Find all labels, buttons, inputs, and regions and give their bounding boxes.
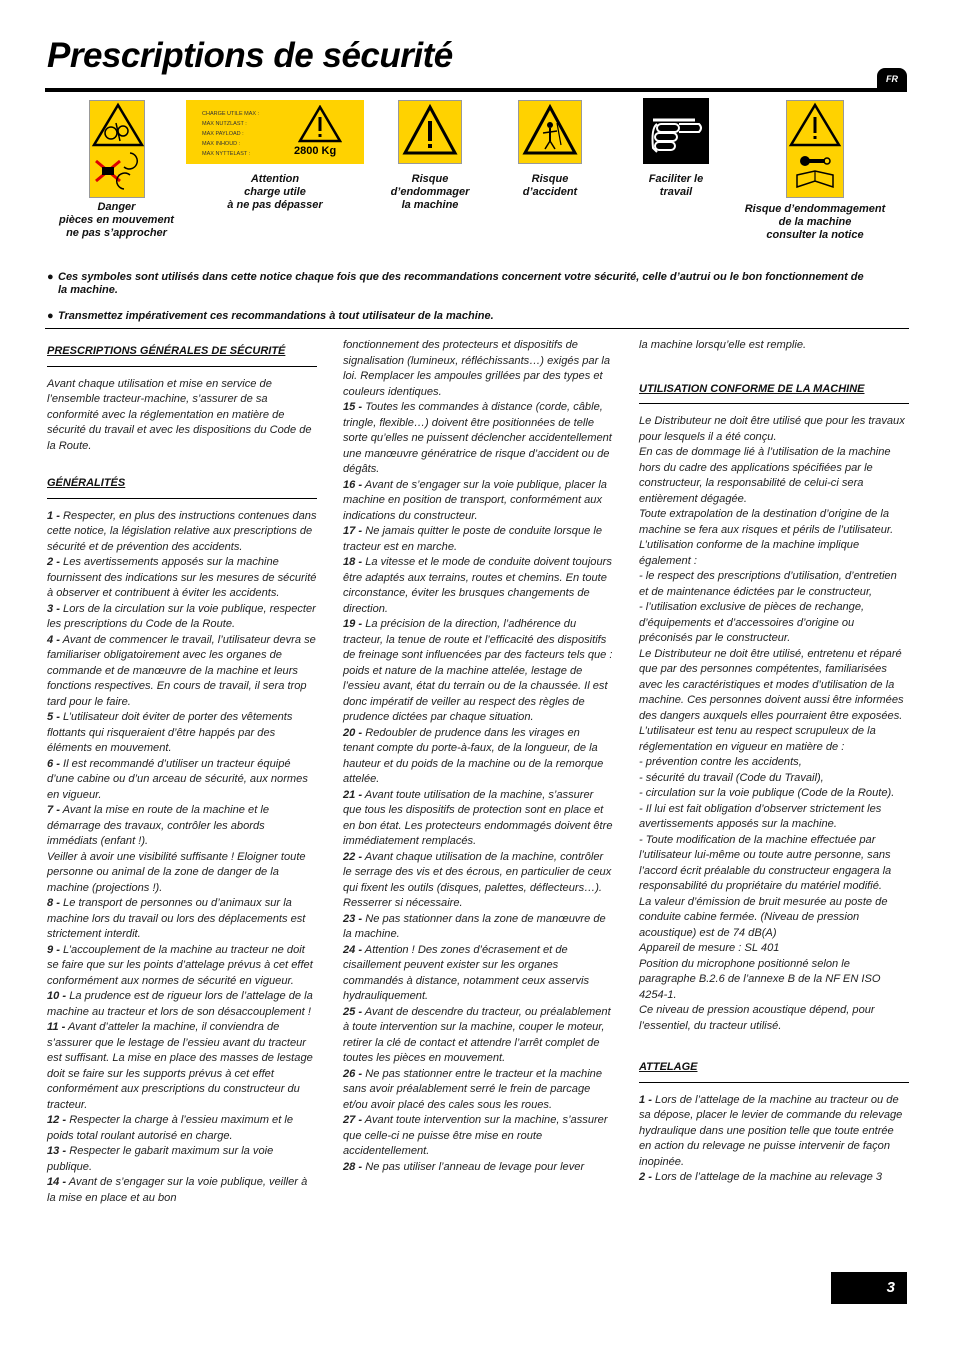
- list-item: [47, 1144, 317, 1175]
- label-line: MAX PAYLOAD :: [202, 131, 244, 137]
- heading-general-safety: PRESCRIPTIONS GÉNÉRALES DE SÉCURITÉ: [47, 344, 317, 367]
- list-item: [343, 726, 613, 788]
- item-text: Les avertissements apposés sur la machine fournissent des indications sur les mesures de sécurité à observer et contribuent à éviter les accidents.: [47, 556, 317, 599]
- column-1: [47, 338, 317, 1206]
- note-symbols: [47, 271, 867, 297]
- list-item: [343, 1113, 613, 1160]
- item-text: La vitesse et le mode de conduite doivent toujours être adaptés aux terrains, routes et chemins. En toute circonstance, éviter les brusques changements de direction.: [343, 556, 612, 615]
- item-text: Attention ! Des zones d’écrasement et de cisaillement peuvent exister sur les organes commandés à distance, notamment ceux asservis hydrauliquement.: [343, 943, 590, 1002]
- item-number: 28 -: [343, 1160, 363, 1173]
- item-number: 9 -: [47, 943, 60, 956]
- list-item: [343, 912, 613, 943]
- item-text: Lors de l’attelage de la machine au relevage 3: [651, 1171, 882, 1183]
- list-item: [47, 1020, 317, 1113]
- continued-paragraph: la machine lorsqu’elle est remplie.: [639, 339, 807, 351]
- section-rule: [45, 328, 909, 329]
- item-text: Avant de s’engager sur la voie publique, placer la machine en position de transport, conformément aux indications du constructeur.: [343, 478, 607, 522]
- item-number: 11 -: [47, 1021, 66, 1033]
- item-number: 15 -: [343, 401, 363, 413]
- item-number: 1 -: [639, 1093, 652, 1106]
- label-line: MAX NYTTELAST :: [202, 151, 251, 157]
- item-number: 24 -: [343, 943, 363, 956]
- item-list: [47, 509, 317, 1207]
- item-number: 13 -: [47, 1145, 67, 1157]
- page-title: Prescriptions de sécurité: [47, 36, 453, 75]
- accident-icon: [518, 100, 582, 164]
- list-item: [343, 555, 613, 617]
- list-item: [343, 788, 613, 850]
- item-text: Avant toute intervention sur la machine, s’assurer que celle-ci ne puisse être mise en route accidentellement.: [343, 1114, 608, 1157]
- note-text: Ces symboles sont utilisés dans cette notice chaque fois que des recommandations concernent votre sécurité, celle d’autrui ou le bon fonctionnement de la machine.: [58, 271, 864, 296]
- list-item: [47, 757, 317, 804]
- list-item: [343, 1067, 613, 1114]
- item-text: Le transport de personnes ou d’animaux sur la machine lors du travail ou lors des déplacements est strictement interdit.: [47, 897, 306, 940]
- item-number: 16 -: [343, 478, 363, 491]
- item-number: 4 -: [47, 633, 60, 646]
- bullet-icon: ●: [47, 310, 54, 322]
- item-number: 19 -: [343, 618, 363, 630]
- item-text: Ne pas utiliser l’anneau de levage pour lever: [362, 1160, 585, 1173]
- item-number: 2 -: [47, 556, 60, 568]
- item-text: Redoubler de prudence dans les virages en tenant compte du porte-à-faux, de la longueur, de la hauteur et du poids de la machine ou de la remorque attelée.: [343, 726, 604, 785]
- symbol-caption: Faciliter le travail: [648, 173, 704, 198]
- symbol-consult-manual: [730, 100, 900, 242]
- intro-paragraph: Avant chaque utilisation et mise en service de l’ensemble tracteur-machine, s’assurer de sa conformité avec la réglementation en matière de sécurité du travail et avec les dispositions du Code de la Route.: [47, 377, 312, 452]
- item-text: Toutes les commandes à distance (corde, câble, tringle, flexible…) doivent être positionnées de telle sorte qu’elles ne puissent déclencher accidentellement une manœuvre génératrice de risque d’accident ou de dégâts.: [343, 401, 612, 475]
- item-text: L’utilisateur doit éviter de porter des vêtements flottants qui risqueraient d’être happés par des éléments en mouvement.: [47, 711, 293, 754]
- language-tab: FR: [877, 68, 907, 90]
- label-line: MAX NUTZLAST :: [202, 121, 247, 127]
- item-number: 8 -: [47, 897, 60, 909]
- symbol-machine-damage: [370, 100, 490, 212]
- list-item: [47, 1175, 317, 1206]
- list-item: [343, 400, 613, 478]
- item-text: Il est recommandé d’utiliser un tracteur équipé d’une cabine ou d’un arceau de sécurité, aux normes en vigueur.: [47, 757, 308, 801]
- item-number: 7 -: [47, 804, 60, 816]
- symbol-caption: Risque d’endommager la machine: [390, 173, 470, 211]
- moving-parts-icon: [89, 100, 145, 198]
- item-text: Avant d’atteler la machine, il conviendra de s’assurer que le lestage de l’essieu avant du tracteur est suffisant. La mise en place des masses de lestage doit se faire sur les supports prévus à cet effet conformément aux prescriptions du constructeur du tracteur.: [47, 1021, 313, 1111]
- title-rule: [45, 88, 907, 92]
- item-list: [343, 400, 613, 1175]
- item-number: 18 -: [343, 556, 363, 568]
- list-item: [639, 1093, 909, 1171]
- item-text: Respecter, en plus des instructions contenues dans cette notice, la législation relative aux prescriptions de sécurité et de prévention des accidents.: [47, 509, 317, 553]
- item-number: 3 -: [47, 602, 60, 615]
- item-text: Avant la mise en route de la machine et le démarrage des travaux, contrôler les abords immédiats (enfant !). Veiller à avoir une visibilité suffisante ! Eloigner toute personne ou animal de la zone de danger de la machine (projections !).: [47, 804, 306, 894]
- list-item: [47, 989, 317, 1020]
- page-number: 3: [831, 1272, 907, 1304]
- item-text: Ne pas stationner dans la zone de manœuvre de la machine.: [343, 912, 606, 940]
- item-number: 17 -: [343, 525, 363, 537]
- list-item: [343, 478, 613, 525]
- column-2: [343, 338, 613, 1175]
- item-number: 22 -: [343, 850, 363, 863]
- symbol-facilitate-work: [625, 98, 727, 199]
- heading-generalities: GÉNÉRALITÉS: [47, 476, 317, 499]
- item-number: 21 -: [343, 788, 363, 801]
- bullet-icon: ●: [47, 271, 54, 283]
- list-item: [343, 617, 613, 726]
- item-text: L’accouplement de la machine au tracteur ne doit se faire que sur les points d’attelage prévus à cet effet conformément aux normes de sécurité en vigueur.: [47, 943, 313, 987]
- item-text: Avant de commencer le travail, l’utilisateur devra se familiariser obligatoirement avec les organes de commande et de manœuvre de la machine et leurs fonctions respectives. En cours de travail, il sera trop tard pour le faire.: [47, 633, 316, 708]
- item-text: Lors de l’attelage de la machine au tracteur ou de sa dépose, placer le levier de commande du relevage hydraulique dans une position telle que toute entrée en action du relevage ne puisse intervenir de façon inopinée.: [639, 1093, 903, 1168]
- symbol-caption: Risque d’accident: [522, 173, 578, 198]
- consult-manual-icon: [786, 100, 844, 198]
- list-item: [47, 710, 317, 757]
- conforming-use-body: Le Distributeur ne doit être utilisé que pour les travaux pour lesquels il a été conçu. En cas de dommage lié à l’utilisation de la machine hors du cadre des applications spécifiées par le constructeur, la responsabilité de celui-ci sera entièrement dégagée. Toute extrapolation de la destination d’origine de la machine se fera aux risques et périls de l’utilisateur. L’utilisation conforme de la machine implique également : - le respect des prescriptions d’utilisation, d’entretien et de maintenance édictées par le constructeur, - l’utilisation exclusive de pièces de rechange, d’équipements et d’accessoires d’origine ou préconisés par le constructeur. Le Distributeur ne doit être utilisé, entretenu et réparé que par des personnes compétentes, familiarisées avec les caractéristiques et modes d’utilisation de la machine. Ces personnes doivent aussi être informées des dangers auxquels elles pourraient être exposées. L’utilisateur est tenu au respect scrupuleux de la réglementation en vigueur en matière de : - prévention contre les accidents, - sécurité du travail (Code du Travail), - circulation sur la voie publique (Code de la Route). - Il lui est fait obligation d’observer strictement les avertissements apposés sur la machine. - Toute modification de la machine effectuée par l’utilisateur lui-même ou toute autre personne, sans l’accord écrit préalable du constructeur engagera la responsabilité du propriétaire du matériel modifié. La valeur d’émission de bruit mesurée au poste de conduite cabine fermée. (Niveau de pression acoustique) est de 74 dB(A) Appareil de mesure : SL 401 Position du microphone positionné selon le paragraphe B.2.6 de l’annexe B de la NF EN ISO 4254-1. Ce niveau de pression acoustique dépend, pour l’essentiel, du tracteur utilisé.: [639, 415, 905, 1032]
- item-text: Ne pas stationner entre le tracteur et la machine sans avoir préalablement serré le frein de parcage et/ou avoir placé des cales sous les roues.: [343, 1067, 603, 1111]
- item-number: 27 -: [343, 1114, 363, 1126]
- symbol-payload: [185, 100, 365, 212]
- payload-label-icon: [186, 100, 364, 164]
- item-text: Avant de descendre du tracteur, ou préalablement à toute intervention sur la machine, couper le moteur, retirer la clé de contact et attendre l’arrêt complet de toutes les pièces en mouvement.: [343, 1005, 611, 1064]
- item-text: Respecter le gabarit maximum sur la voie publique.: [47, 1145, 274, 1173]
- label-line: MAX INHOUD :: [202, 141, 241, 147]
- list-item: [343, 1160, 613, 1176]
- item-text: Lors de la circulation sur la voie publique, respecter les prescriptions du Code de la Route.: [47, 602, 316, 630]
- list-item: [47, 896, 317, 943]
- note-transmit: [47, 310, 867, 323]
- item-number: 10 -: [47, 990, 67, 1002]
- item-number: 20 -: [343, 726, 363, 739]
- item-number: 23 -: [343, 912, 363, 925]
- item-number: 14 -: [47, 1176, 67, 1188]
- item-number: 12 -: [47, 1114, 67, 1126]
- item-number: 25 -: [343, 1005, 363, 1018]
- heading-conforming-use: UTILISATION CONFORME DE LA MACHINE: [639, 382, 909, 405]
- heading-coupling: ATTELAGE: [639, 1060, 909, 1083]
- list-item: [343, 524, 613, 555]
- symbol-caption: Attention charge utile à ne pas dépasser: [227, 173, 323, 211]
- payload-value: 2800 Kg: [294, 145, 337, 157]
- item-number: 2 -: [639, 1171, 652, 1183]
- symbol-moving-parts: [44, 100, 189, 240]
- list-item: [47, 633, 317, 711]
- label-line: CHARGE UTILE MAX :: [202, 111, 260, 117]
- symbol-caption: Danger pièces en mouvement ne pas s’approcher: [59, 201, 174, 239]
- symbol-accident: [500, 100, 600, 199]
- item-text: La prudence est de rigueur lors de l’attelage de la machine au tracteur et lors de son désaccouplement !: [47, 990, 313, 1018]
- item-list: [639, 1093, 909, 1186]
- symbol-caption: Risque d’endommagement de la machine consulter la notice: [744, 203, 886, 241]
- list-item: [343, 850, 613, 912]
- continued-paragraph: fonctionnement des protecteurs et dispositifs de signalisation (lumineux, réfléchissants…) exigés par la loi. Remplacer les ampoules grillées par des types et couleurs identiques.: [343, 339, 610, 398]
- list-item: [343, 1005, 613, 1067]
- item-text: Ne jamais quitter le poste de conduite lorsque le tracteur est en marche.: [343, 525, 603, 553]
- pointing-hand-icon: [643, 98, 709, 164]
- list-item: [47, 943, 317, 990]
- list-item: [47, 602, 317, 633]
- item-text: La précision de la direction, l’adhérence du tracteur, la tenue de route et l’efficacité des dispositifs de freinage sont influencées par des facteurs tels que : poids et nature de la machine attelée, lestage de l’essieu avant, état du terrain ou de la chaussée. Il est donc impératif de veiller au respect des règles de prudence dictées par chaque situation.: [343, 618, 613, 723]
- column-3: [639, 338, 909, 1186]
- item-number: 1 -: [47, 509, 60, 522]
- list-item: [47, 509, 317, 556]
- item-number: 5 -: [47, 711, 60, 723]
- list-item: [47, 1113, 317, 1144]
- item-number: 26 -: [343, 1067, 363, 1080]
- item-number: 6 -: [47, 757, 60, 770]
- item-text: Avant toute utilisation de la machine, s’assurer que tous les dispositifs de protection sont en place et en bon état. Les protecteurs endommagés doivent être immédiatement remplacés.: [343, 788, 613, 847]
- note-text: Transmettez impérativement ces recommandations à tout utilisateur de la machine.: [58, 310, 494, 322]
- list-item: [639, 1170, 909, 1186]
- item-text: Avant chaque utilisation de la machine, contrôler le serrage des vis et des écrous, en particulier de ceux qui fixent les outils (disques, palettes, déflecteurs…). Resserrer si nécessaire.: [343, 850, 612, 909]
- warning-triangle-icon: [398, 100, 462, 164]
- item-text: Avant de s’engager sur la voie publique, veiller à la mise en place et au bon: [47, 1176, 308, 1204]
- list-item: [343, 943, 613, 1005]
- list-item: [47, 555, 317, 602]
- item-text: Respecter la charge à l’essieu maximum et le poids total roulant autorisé en charge.: [47, 1114, 294, 1142]
- list-item: [47, 803, 317, 896]
